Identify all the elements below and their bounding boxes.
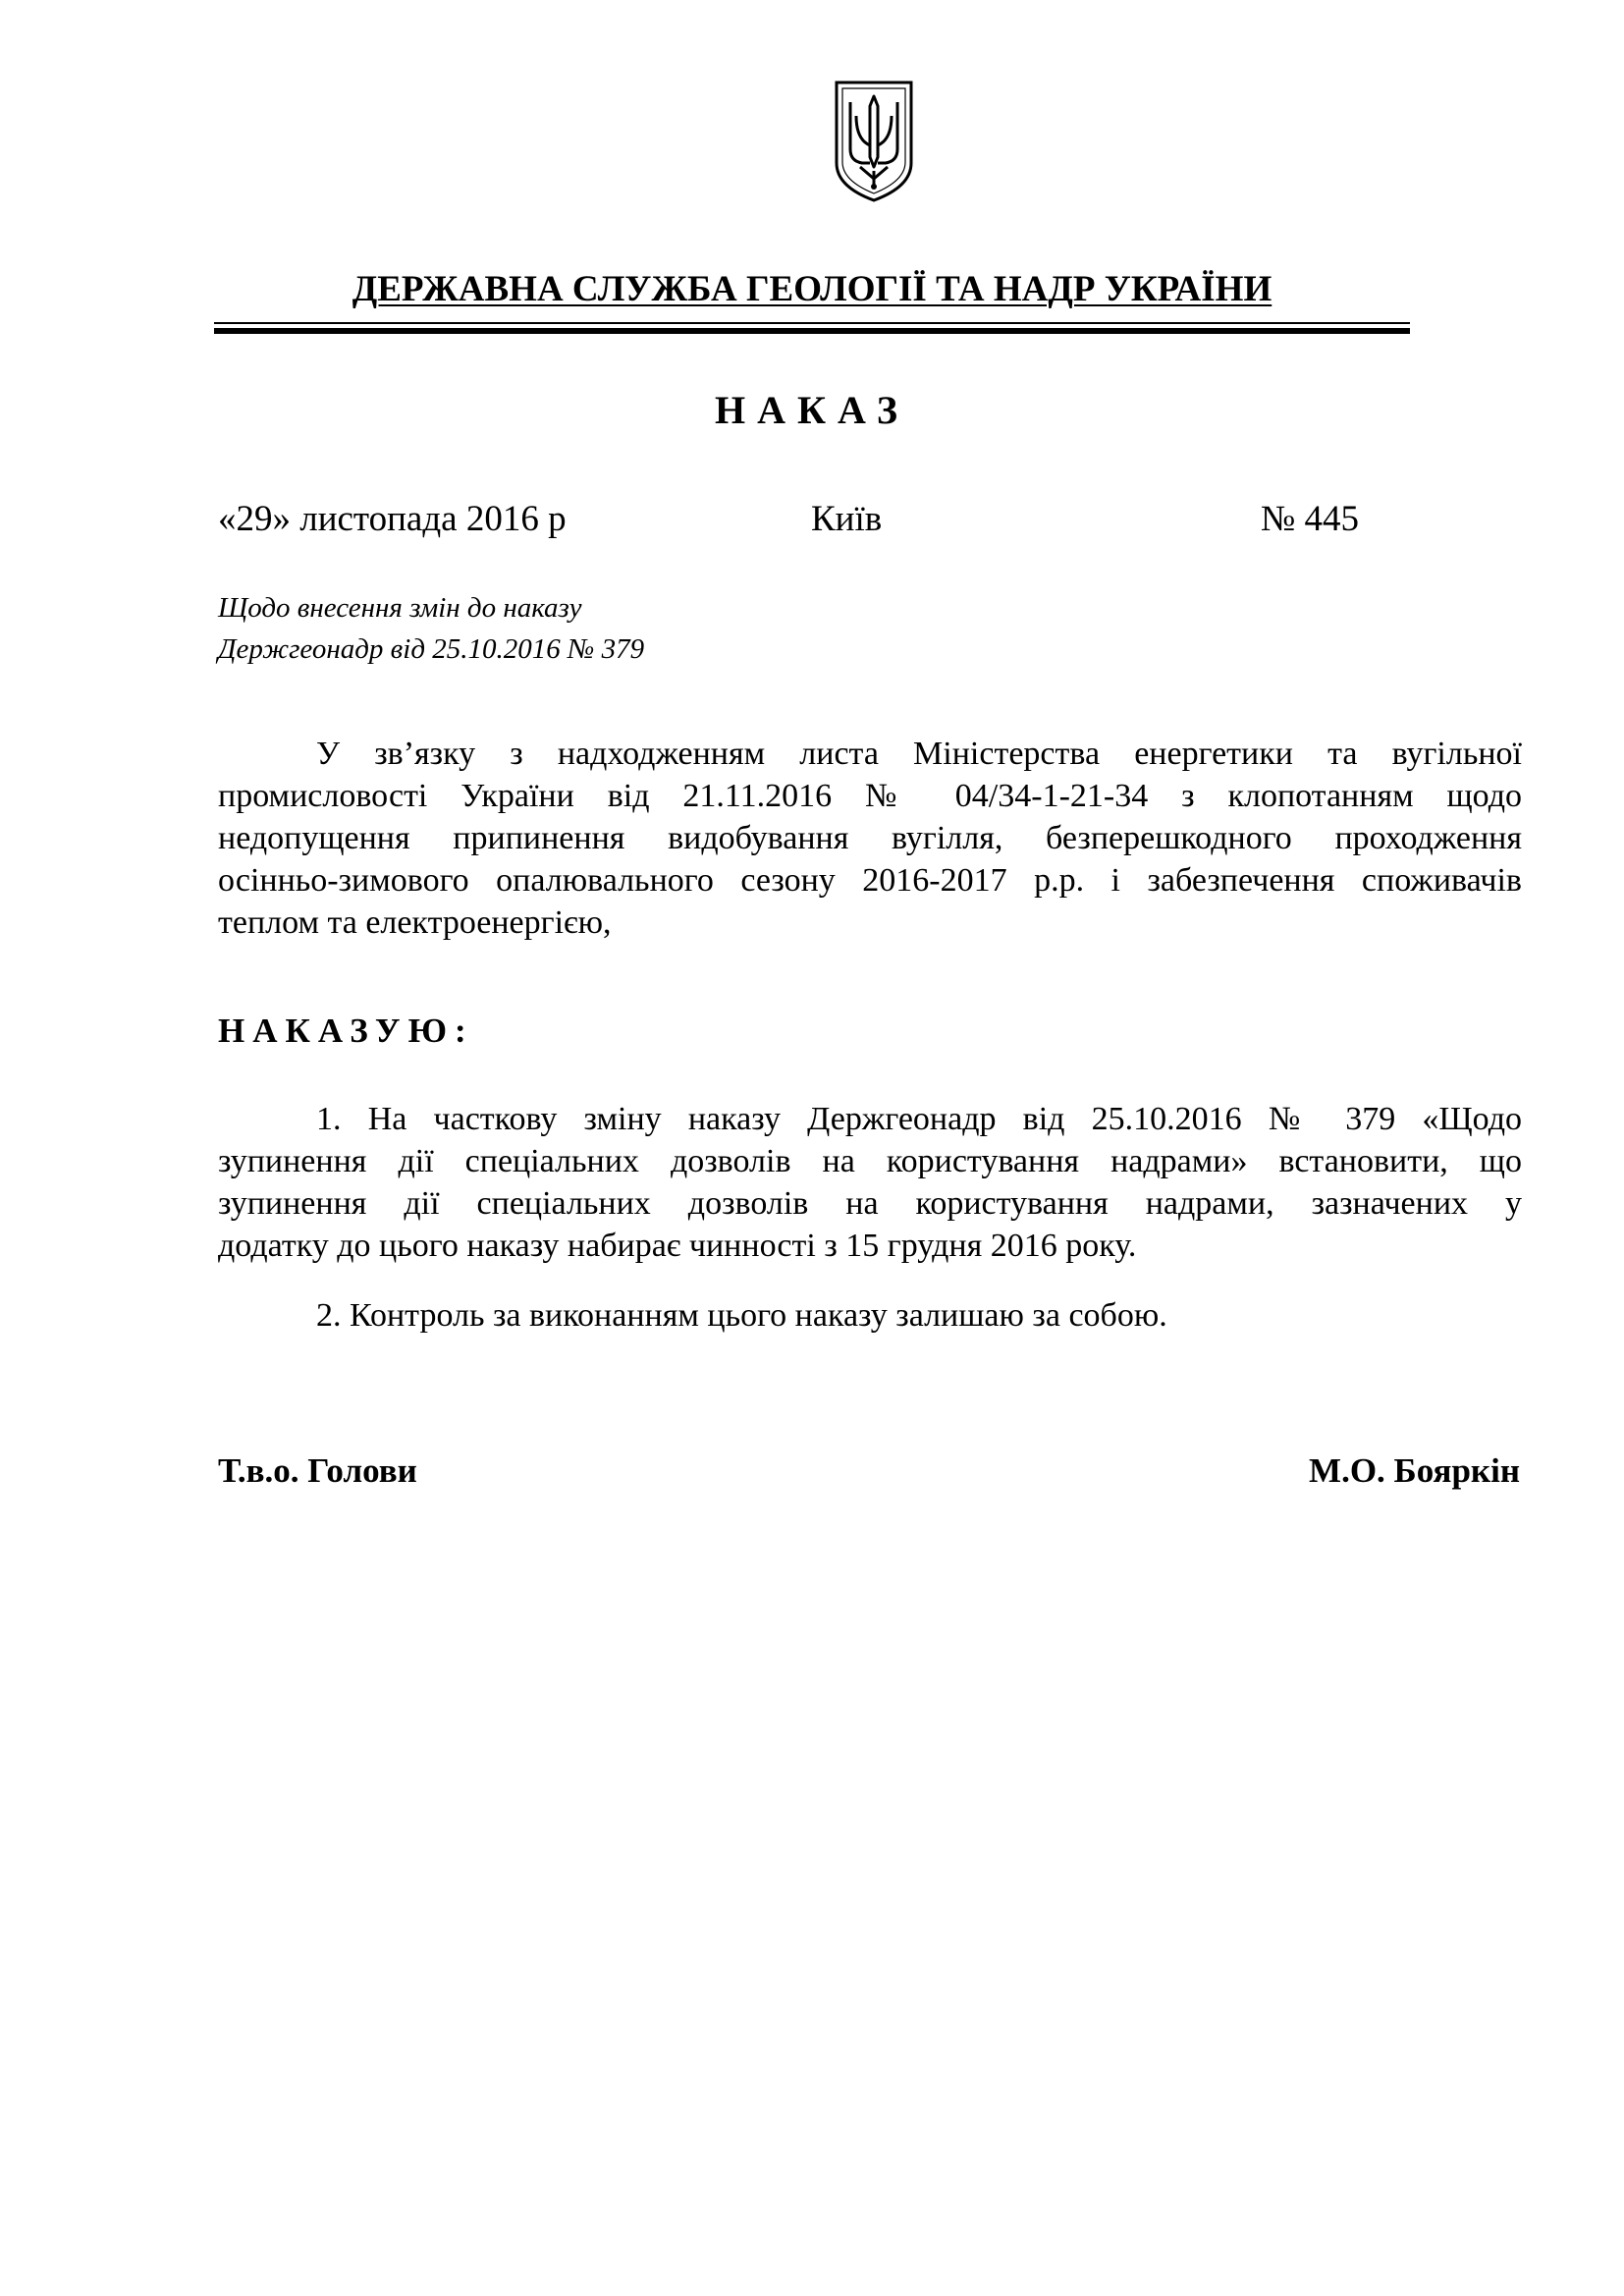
preamble-line: У зв’язку з надходженням листа Міністерства енергетики та вугільної [316, 736, 1522, 772]
subject-line: Щодо внесення змін до наказу [218, 592, 582, 624]
order-city: Київ [811, 499, 883, 539]
document-title: НАКАЗ [714, 388, 909, 432]
ordering-word: НАКАЗУЮ: [218, 1011, 474, 1050]
preamble-line: теплом та електроенергією, [218, 904, 612, 941]
item-line: 1. На часткову зміну наказу Держгеонадр від 25.10.2016 № 379 «Щодо [316, 1101, 1522, 1137]
order-item-1 [218, 1098, 1522, 1267]
preamble-line: промисловості України від 21.11.2016 № 04/34-1-21-34 з клопотанням щодо [218, 778, 1522, 814]
item-line: зупинення дії спеціальних дозволів на користування надрами, зазначених у [218, 1185, 1522, 1222]
preamble-paragraph [218, 733, 1522, 944]
order-item-2 [218, 1294, 1522, 1337]
preamble-line: недопущення припинення видобування вугілля, безперешкодного проходження [218, 820, 1522, 856]
header-rule-thin [214, 322, 1410, 324]
order-subject [218, 587, 644, 670]
order-number: № 445 [1261, 499, 1360, 539]
subject-line: Держгеонадр від 25.10.2016 № 379 [218, 633, 645, 665]
signer-name: М.О. Бояркін [1309, 1451, 1520, 1490]
preamble-line: осінньо-зимового опалювального сезону 2016-2017 р.р. і забезпечення споживачів [218, 862, 1522, 899]
trident-coat-of-arms-icon [831, 77, 917, 204]
item-line: зупинення дії спеціальних дозволів на користування надрами» встановити, що [218, 1143, 1522, 1179]
header-rule-thick [214, 328, 1410, 334]
order-date: «29» листопада 2016 р [218, 499, 567, 539]
agency-name: ДЕРЖАВНА СЛУЖБА ГЕОЛОГІЇ ТА НАДР УКРАЇНИ [352, 269, 1272, 309]
item-line: додатку до цього наказу набирає чинності з 15 грудня 2016 року. [218, 1228, 1137, 1264]
signer-title: Т.в.о. Голови [218, 1451, 417, 1490]
item-line: 2. Контроль за виконанням цього наказу залишаю за собою. [316, 1297, 1167, 1334]
